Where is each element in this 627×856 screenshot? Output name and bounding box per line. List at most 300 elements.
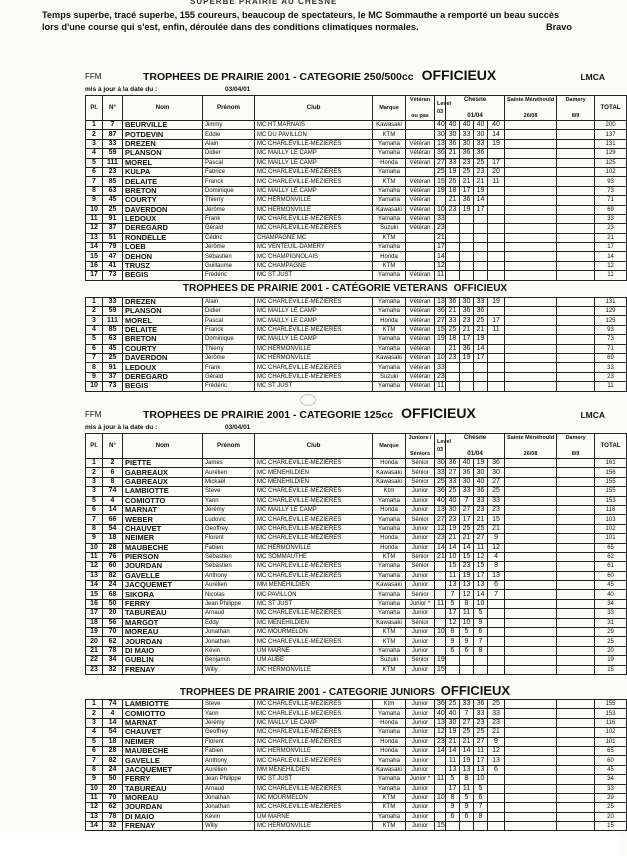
table-cell	[505, 534, 557, 543]
table-cell: KTM	[373, 261, 406, 270]
table-cell: Fabien	[203, 543, 255, 552]
table-cell: 30	[446, 718, 460, 727]
table-cell	[505, 628, 557, 637]
table-cell: 11	[460, 784, 474, 793]
table-cell: 15	[446, 562, 460, 571]
table-cell: 14	[435, 543, 446, 552]
table-cell	[505, 524, 557, 533]
table-cell: Junior	[406, 534, 435, 543]
table-cell: 33	[488, 709, 505, 718]
table-cell: MC SOMMAUTHE	[255, 552, 373, 561]
table-cell: 11	[474, 543, 488, 552]
table-cell: 8	[86, 186, 103, 195]
table-cell: Yamaha	[373, 646, 406, 655]
table-cell	[488, 261, 505, 270]
table-cell: Honda	[373, 252, 406, 261]
table-cell: 76	[103, 552, 123, 561]
table-cell	[488, 775, 505, 784]
table-cell: Frédéric	[203, 271, 255, 280]
table-cell: 21	[435, 552, 446, 561]
table-cell: MC MENEHILDIEN	[255, 618, 373, 627]
table-cell	[505, 316, 557, 325]
table-cell: 51	[103, 233, 123, 242]
table-cell: MC CHARLEVILLE-MEZIERES	[255, 571, 373, 580]
table-cell	[460, 656, 474, 665]
table-cell	[488, 656, 505, 665]
table-cell: 27	[474, 534, 488, 543]
table-cell	[557, 737, 595, 746]
table-cell: 116	[595, 505, 627, 514]
table-cell: Junior *	[406, 775, 435, 784]
table-cell	[435, 812, 446, 821]
table-cell: 40	[435, 121, 446, 130]
table-cell: 30	[474, 468, 488, 477]
table-cell: 14	[435, 252, 446, 261]
table-cell	[557, 718, 595, 727]
table-row	[86, 214, 627, 223]
table-cell: 40	[488, 121, 505, 130]
table-cell: 78	[103, 646, 123, 655]
table-cell: 74	[103, 487, 123, 496]
table-cell: Cédric	[203, 233, 255, 242]
table-row	[86, 382, 627, 391]
table-cell: 11	[488, 177, 505, 186]
table-cell: 10	[435, 353, 446, 362]
table-cell: BEURVILLE	[123, 121, 203, 130]
table-cell: Jonathan	[203, 637, 255, 646]
table-cell	[505, 656, 557, 665]
table-cell: Vétéran	[406, 177, 435, 186]
table-cell: Vétéran	[406, 363, 435, 372]
table-cell	[505, 130, 557, 139]
table-cell: 13	[86, 233, 103, 242]
table-row	[86, 307, 627, 316]
table-cell: 25	[474, 316, 488, 325]
table-cell: 19	[435, 335, 446, 344]
table-cell: JOURDAN	[123, 637, 203, 646]
table-cell: MC MAILLY LE CAMP	[255, 186, 373, 195]
table-cell: 6	[488, 581, 505, 590]
table-row	[86, 552, 627, 561]
table-cell	[505, 543, 557, 552]
table-cell: 10	[86, 382, 103, 391]
table-cell: 7	[474, 803, 488, 812]
table-row	[86, 765, 627, 774]
table-cell: MC DU PAVILLON	[255, 130, 373, 139]
table-cell: 11	[446, 571, 460, 580]
table-cell: Junior	[406, 505, 435, 514]
table-cell: 13	[86, 571, 103, 580]
table-cell: 36	[460, 196, 474, 205]
table-cell: Sénior	[406, 477, 435, 486]
table-cell: Junior	[406, 784, 435, 793]
table-cell	[557, 784, 595, 793]
table-cell: 23	[460, 316, 474, 325]
table-cell	[505, 233, 557, 242]
table-cell: Junior	[406, 665, 435, 674]
table-cell: MC CHARLEVILLE-MEZIERES	[255, 297, 373, 306]
table-cell: 40	[446, 496, 460, 505]
table-cell: Steve	[203, 699, 255, 708]
table-row	[86, 196, 627, 205]
table-cell: Willy	[203, 822, 255, 831]
table-row	[86, 158, 627, 167]
table-cell: 32	[103, 822, 123, 831]
table-cell: KTM	[373, 130, 406, 139]
table-cell: MC CHARLEVILLE-MEZIERES	[255, 728, 373, 737]
table-cell	[557, 552, 595, 561]
table-cell: 33	[446, 158, 460, 167]
table-cell: Yamaha	[373, 243, 406, 252]
table-cell: 7	[86, 353, 103, 362]
table-cell	[446, 656, 460, 665]
table-cell: 33	[435, 468, 446, 477]
table-cell: 7	[474, 637, 488, 646]
table-cell: 8	[446, 793, 460, 802]
table-cell: FERRY	[123, 775, 203, 784]
table-cell	[505, 822, 557, 831]
table-cell	[557, 130, 595, 139]
table-cell: 25	[460, 167, 474, 176]
table-cell: MC HERMONVILLE	[255, 822, 373, 831]
table-cell: Florent	[203, 534, 255, 543]
veterans-title: TROPHEES DE PRAIRIE 2001 - CATÉGORIE VETERANS OFFICIEUX	[182, 282, 508, 294]
table-cell: Sébastien	[203, 252, 255, 261]
table-cell: Yamaha	[373, 335, 406, 344]
table-row	[86, 121, 627, 130]
table-cell: Vétéran	[406, 205, 435, 214]
table-row	[86, 468, 627, 477]
veterans-body	[86, 297, 627, 391]
table-cell: 36	[446, 459, 460, 468]
table-cell: 25	[446, 325, 460, 334]
table-cell: Junior	[406, 637, 435, 646]
table-cell: MARGOT	[123, 618, 203, 627]
table-cell: Guillaume	[203, 261, 255, 270]
table-cell: 10	[86, 205, 103, 214]
table-cell: 27	[446, 468, 460, 477]
table-cell	[460, 382, 474, 391]
table-cell: Vétéran	[406, 186, 435, 195]
table-cell: 4	[86, 149, 103, 158]
table-cell	[446, 224, 460, 233]
table-cell: 33	[595, 214, 627, 223]
table-cell: 91	[103, 214, 123, 223]
table-cell: 9	[460, 803, 474, 812]
table-cell: KTM	[373, 803, 406, 812]
table-cell: 17	[446, 609, 460, 618]
table-cell: 15	[435, 325, 446, 334]
table-cell	[488, 214, 505, 223]
table-cell	[488, 646, 505, 655]
table-cell: 21	[446, 196, 460, 205]
table-cell	[557, 599, 595, 608]
table-cell: 125	[595, 158, 627, 167]
table-cell: MAUBECHE	[123, 543, 203, 552]
table-cell: 8	[460, 599, 474, 608]
table-cell	[488, 205, 505, 214]
table-row	[86, 728, 627, 737]
table-cell: Yamaha	[373, 271, 406, 280]
table-cell: Franck	[203, 177, 255, 186]
table-row	[86, 177, 627, 186]
table-cell	[557, 167, 595, 176]
table-cell: MC MAILLY LE CAMP	[255, 505, 373, 514]
juniors-title: TROPHEES DE PRAIRIE 2001 - CATEGORIE JUNIORS OFFICIEUX	[179, 682, 511, 698]
table-cell: KTM	[373, 325, 406, 334]
table-cell: 9	[460, 637, 474, 646]
table-cell: 13	[474, 765, 488, 774]
table-cell: 21	[488, 524, 505, 533]
table-cell: MC CHAMPIGNOLAIS	[255, 252, 373, 261]
table-cell: 10	[460, 618, 474, 627]
table-cell: 23	[446, 205, 460, 214]
table-cell: Aurélien	[203, 765, 255, 774]
table-cell: 156	[595, 468, 627, 477]
table-cell	[474, 252, 488, 261]
table-cell: Vétéran	[406, 382, 435, 391]
table-row	[86, 252, 627, 261]
table-cell: 45	[103, 196, 123, 205]
table-cell	[505, 382, 557, 391]
table-cell: Junior	[406, 793, 435, 802]
table-cell: 14	[474, 590, 488, 599]
table-row	[86, 718, 627, 727]
table-cell: Thierry	[203, 196, 255, 205]
table-cell: MC VENTEUIL-DAMERY	[255, 243, 373, 252]
table-cell: 13	[86, 812, 103, 821]
table-cell: 36	[460, 468, 474, 477]
table-cell: MC MAILLY LE CAMP	[255, 335, 373, 344]
table-cell	[446, 372, 460, 381]
table-cell: MC CHARLEVILLE-MEZIERES	[255, 637, 373, 646]
table-cell: 8	[446, 628, 460, 637]
table-cell: MM MENEHILDIEN	[255, 765, 373, 774]
table-cell: Frank	[203, 214, 255, 223]
table-cell: 23	[103, 167, 123, 176]
table-row	[86, 344, 627, 353]
table-cell: 19	[474, 459, 488, 468]
table-cell	[488, 665, 505, 674]
table-cell	[557, 590, 595, 599]
table-cell	[557, 243, 595, 252]
table-cell	[505, 737, 557, 746]
table-cell: Eddie	[203, 130, 255, 139]
table-cell: MAUBECHE	[123, 746, 203, 755]
table-cell: 10	[474, 599, 488, 608]
table-cell: Jimmy	[203, 121, 255, 130]
table-cell: 5	[474, 784, 488, 793]
table-cell: JOURDAN	[123, 803, 203, 812]
table-cell: Kawasaki	[373, 205, 406, 214]
table-cell: 12	[460, 590, 474, 599]
table-cell	[557, 382, 595, 391]
table-cell	[460, 822, 474, 831]
table-cell	[488, 363, 505, 372]
table-cell: Yamaha	[373, 496, 406, 505]
table-cell: Vétéran	[406, 158, 435, 167]
table-cell: COURTY	[123, 196, 203, 205]
table-cell: 4	[86, 325, 103, 334]
table-cell	[505, 196, 557, 205]
table-cell: DAVERDON	[123, 205, 203, 214]
table-cell: 21	[460, 737, 474, 746]
table-row	[86, 609, 627, 618]
table-cell: Sénior	[406, 459, 435, 468]
table-cell: Gérald	[203, 224, 255, 233]
table-cell: 36	[446, 139, 460, 148]
table-cell: 7	[86, 177, 103, 186]
table-cell	[435, 765, 446, 774]
table-cell: JOURDAN	[123, 562, 203, 571]
table-cell: 19	[86, 628, 103, 637]
table-cell: MC MENEHILDIEN	[255, 477, 373, 486]
table-cell	[446, 822, 460, 831]
table-cell: Honda	[373, 316, 406, 325]
table-cell: 33	[460, 699, 474, 708]
table-cell: Honda	[373, 534, 406, 543]
table-cell: 21	[446, 344, 460, 353]
table-cell: Arnaud	[203, 609, 255, 618]
table-cell: 20	[595, 646, 627, 655]
table-cell: 5	[446, 599, 460, 608]
table-cell: MC CHARLEVILLE-MEZIERES	[255, 737, 373, 746]
table-cell: 3	[86, 316, 103, 325]
table-cell: Yamaha	[373, 562, 406, 571]
table-cell: 23	[595, 224, 627, 233]
table-cell: 25	[595, 637, 627, 646]
table-cell: 11	[86, 214, 103, 223]
table-cell: Aurélien	[203, 581, 255, 590]
table-cell: KTM	[373, 177, 406, 186]
table-cell: 12	[474, 552, 488, 561]
table-cell: 15	[435, 822, 446, 831]
results-body	[86, 121, 627, 281]
table-cell: 18	[446, 335, 460, 344]
intro-line-2: lors d'une course qui s'est, enfin, déroulée dans des conditions climatiques normales.	[42, 22, 419, 32]
juniors-table	[85, 699, 627, 831]
table-cell: 15	[460, 552, 474, 561]
table-cell: 6	[474, 793, 488, 802]
table-cell: 15	[86, 252, 103, 261]
table-cell: MM MENEHILDIEN	[255, 581, 373, 590]
table-cell: MC MAILLY LE CAMP	[255, 158, 373, 167]
table-cell: 19	[446, 167, 460, 176]
table-cell	[435, 562, 446, 571]
table-cell: Yamaha	[373, 775, 406, 784]
table-cell: 19	[460, 571, 474, 580]
table-cell: 93	[595, 177, 627, 186]
table-cell: Dominique	[203, 186, 255, 195]
table-cell: 17	[460, 335, 474, 344]
table-cell: LEDOUX	[123, 214, 203, 223]
table-cell: 21	[595, 233, 627, 242]
table-cell: Junior	[406, 628, 435, 637]
table-cell: 33	[446, 316, 460, 325]
table-cell	[488, 628, 505, 637]
table-cell: 41	[103, 261, 123, 270]
table-row	[86, 335, 627, 344]
table-cell: 59	[103, 307, 123, 316]
table-row	[86, 297, 627, 306]
table-cell: 7	[86, 756, 103, 765]
table-cell: Vétéran	[406, 196, 435, 205]
table-cell: 15	[435, 177, 446, 186]
table-cell: 33	[435, 214, 446, 223]
table-cell: Junior	[406, 709, 435, 718]
table-cell: Willy	[203, 665, 255, 674]
table-cell	[474, 261, 488, 270]
table-cell: 19	[446, 728, 460, 737]
table-cell: Yamaha	[373, 344, 406, 353]
table-row	[86, 459, 627, 468]
table-cell: 27	[435, 515, 446, 524]
table-cell: Yamaha	[373, 382, 406, 391]
table-cell: 12	[435, 524, 446, 533]
table-cell: 7	[103, 121, 123, 130]
table-cell	[505, 487, 557, 496]
table-cell: 21	[460, 177, 474, 186]
table-cell	[557, 477, 595, 486]
table-cell: Kawasaki	[373, 353, 406, 362]
table-cell: 25	[474, 524, 488, 533]
table-cell	[557, 562, 595, 571]
table-row	[86, 224, 627, 233]
table-cell: 101	[595, 534, 627, 543]
table-cell: 30	[488, 468, 505, 477]
table-cell: Vétéran	[406, 297, 435, 306]
table-cell: 30	[460, 139, 474, 148]
table-row	[86, 737, 627, 746]
table-cell	[505, 515, 557, 524]
table-cell: MC CHARLEVILLE-MEZIERES	[255, 534, 373, 543]
table-cell: MC CHARLEVILLE-MEZIERES	[255, 562, 373, 571]
table-cell: 5	[446, 775, 460, 784]
table-cell: 33	[474, 297, 488, 306]
table-cell: GAVELLE	[123, 571, 203, 580]
table-cell: Yamaha	[373, 167, 406, 176]
table-row	[86, 477, 627, 486]
table-cell	[435, 803, 446, 812]
table-cell: 4	[86, 728, 103, 737]
table-cell	[557, 214, 595, 223]
table-cell: Vétéran	[406, 325, 435, 334]
table-cell: DAVERDON	[123, 353, 203, 362]
table-cell: 34	[103, 656, 123, 665]
table-cell	[505, 609, 557, 618]
table-cell	[505, 459, 557, 468]
table-cell: 37	[103, 224, 123, 233]
table-cell: Fabien	[203, 746, 255, 755]
table-cell: COMIOTTO	[123, 496, 203, 505]
table-cell: MC CHARLEVILLE-MEZIERES	[255, 709, 373, 718]
table-cell: 129	[595, 149, 627, 158]
table-cell	[557, 618, 595, 627]
table-cell: 8	[86, 363, 103, 372]
table-cell: MC ST JUST	[255, 382, 373, 391]
table-cell: Ktm	[373, 487, 406, 496]
table-cell	[505, 803, 557, 812]
table-cell: Junior	[406, 646, 435, 655]
table-cell: 15	[86, 590, 103, 599]
table-cell: 25	[446, 487, 460, 496]
table-cell: 24	[103, 765, 123, 774]
table-cell: Junior	[406, 803, 435, 812]
table-cell: Kawasaki	[373, 618, 406, 627]
table-cell: 155	[595, 699, 627, 708]
table-cell: Jonathan	[203, 803, 255, 812]
table-cell: MC CHARLEVILLE-MEZIERES	[255, 363, 373, 372]
